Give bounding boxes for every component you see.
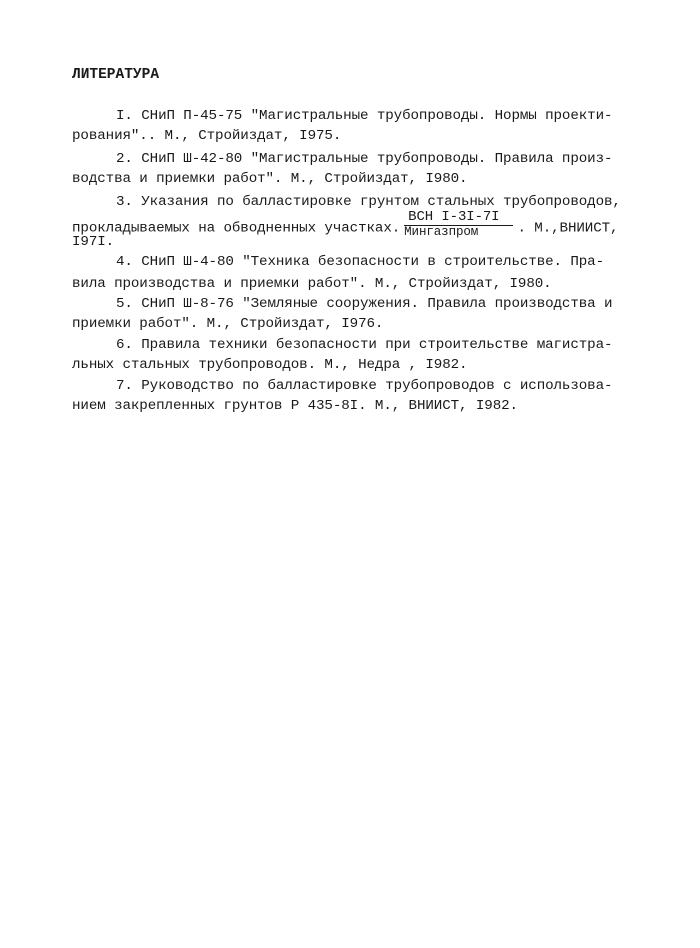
reference-7-line-2: нием закрепленных грунтов Р 435-8I. М., ВНИИСТ, I982. — [72, 398, 518, 414]
fraction-numerator: ВСН I-3I-7I — [404, 210, 513, 226]
reference-3-line-3: I97I. — [72, 234, 115, 250]
reference-3-line-2-text: прокладываемых на обводненных участках. — [72, 220, 401, 237]
reference-4-line-1: 4. СНиП Ш-4-80 "Техника безопасности в строительстве. Пра- — [116, 254, 605, 270]
reference-2-line-2: водства и приемки работ". М., Стройиздат, I980. — [72, 171, 468, 187]
reference-3-after-fraction: . М.,ВНИИСТ, — [517, 220, 619, 237]
reference-5-line-1: 5. СНиП Ш-8-76 "Земляные сооружения. Правила производства и — [116, 296, 613, 312]
reference-1-line-2: рования".. М., Стройиздат, I975. — [72, 128, 342, 144]
reference-4-line-2: вила производства и приемки работ". М., Стройиздат, I980. — [72, 276, 552, 292]
reference-3-line-2 — [72, 209, 619, 242]
reference-2-line-1: 2. СНиП Ш-42-80 "Магистральные трубопроводы. Правила произ- — [116, 151, 613, 167]
reference-7-line-1: 7. Руководство по балластировке трубопроводов с использова- — [116, 378, 613, 394]
section-heading: ЛИТЕРАТУРА — [72, 67, 160, 83]
fraction-denominator: Мингазпром — [404, 225, 479, 239]
reference-3-fraction — [404, 210, 513, 239]
reference-6-line-2: льных стальных трубопроводов. М., Недра , I982. — [72, 357, 468, 373]
reference-3-line-1: 3. Указания по балластировке грунтом стальных трубопроводов, — [116, 194, 621, 210]
reference-1-line-1: I. СНиП П-45-75 "Магистральные трубопроводы. Нормы проекти- — [116, 108, 613, 124]
reference-6-line-1: 6. Правила техники безопасности при строительстве магистра- — [116, 337, 613, 353]
reference-5-line-2: приемки работ". М., Стройиздат, I976. — [72, 316, 384, 332]
